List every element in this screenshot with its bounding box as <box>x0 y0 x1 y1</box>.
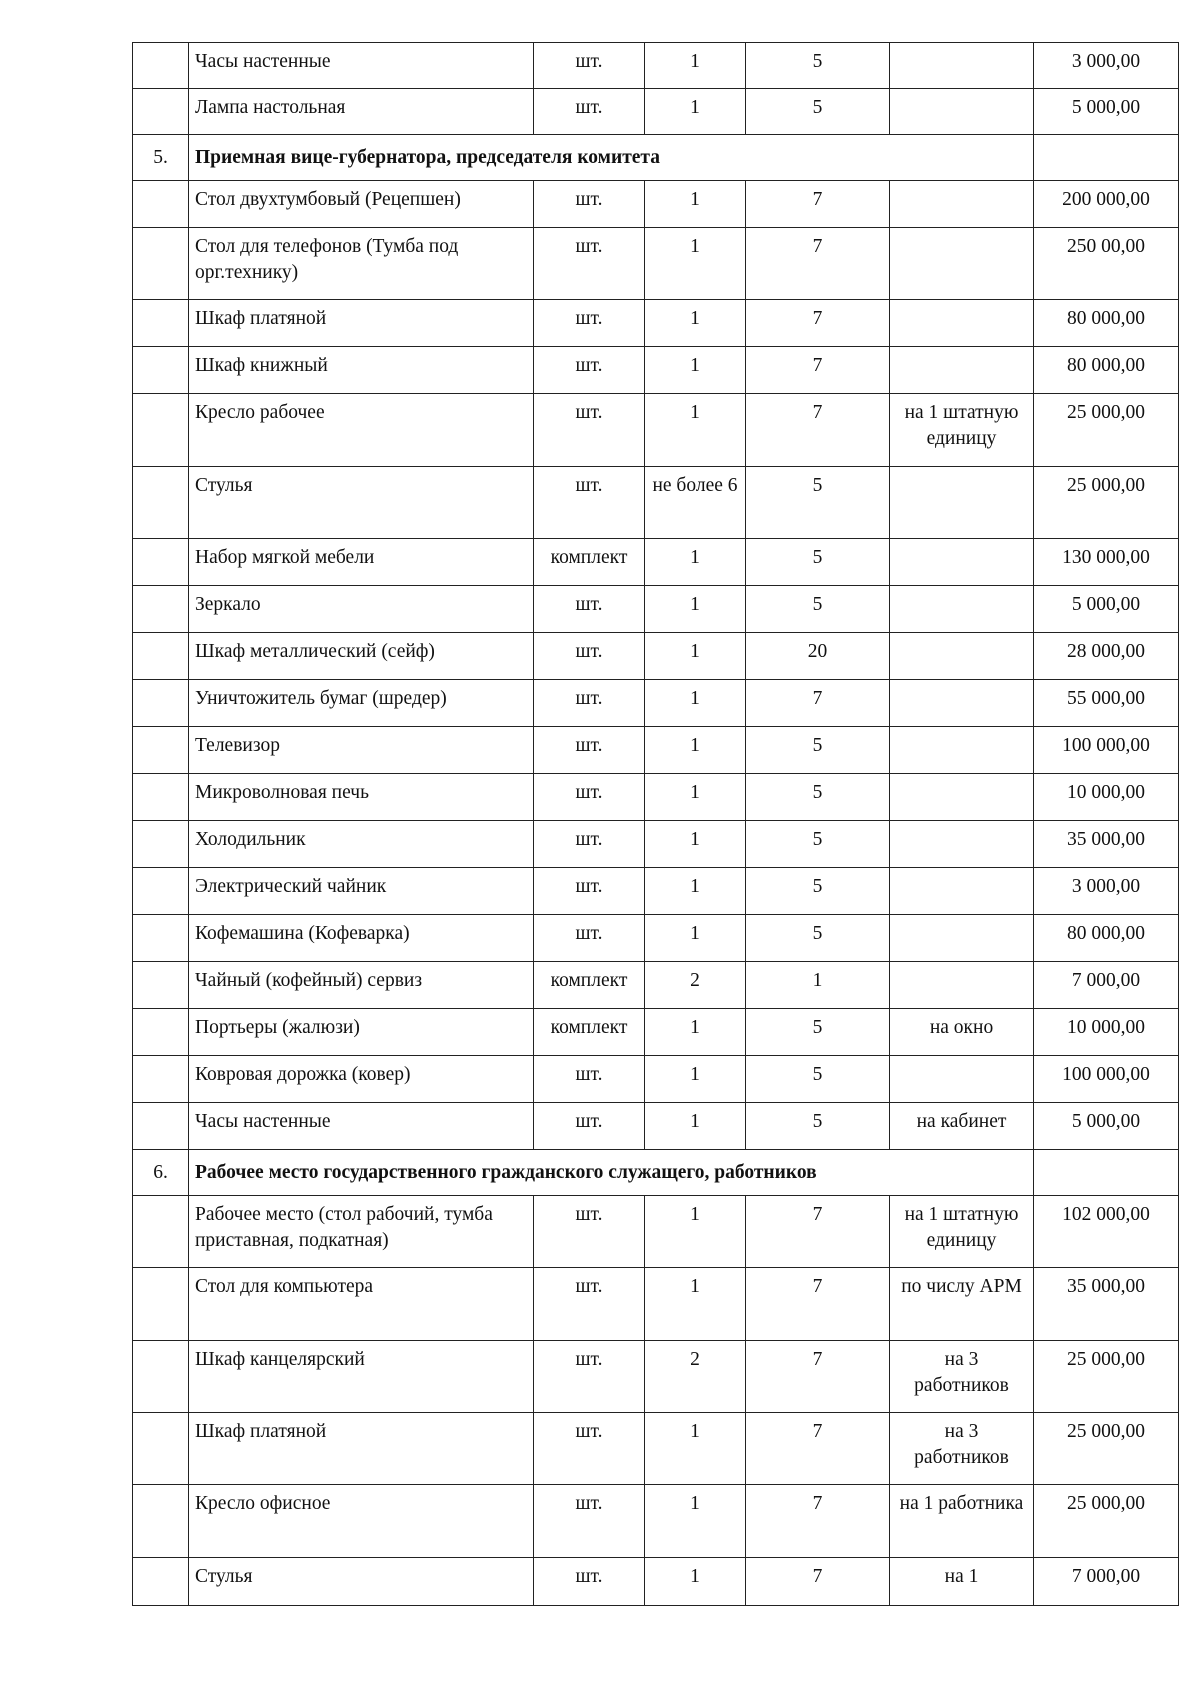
item-name-cell: Набор мягкой мебели <box>189 539 534 586</box>
row-number-cell <box>133 43 189 89</box>
note-cell: на 3 работников <box>890 1413 1034 1485</box>
service-life-cell: 7 <box>746 1413 890 1485</box>
quantity-cell: 1 <box>645 539 746 586</box>
item-name-cell: Шкаф платяной <box>189 300 534 347</box>
quantity-cell: 1 <box>645 680 746 727</box>
price-cell: 5 000,00 <box>1034 1103 1179 1150</box>
price-cell: 7 000,00 <box>1034 1558 1179 1606</box>
unit-cell: шт. <box>534 586 645 633</box>
service-life-cell: 5 <box>746 586 890 633</box>
service-life-cell: 5 <box>746 89 890 135</box>
row-number-cell <box>133 467 189 539</box>
row-number-cell <box>133 300 189 347</box>
unit-cell: шт. <box>534 1268 645 1341</box>
row-number-cell <box>133 1558 189 1606</box>
row-number-cell <box>133 1341 189 1413</box>
price-cell: 5 000,00 <box>1034 586 1179 633</box>
price-cell: 10 000,00 <box>1034 774 1179 821</box>
unit-cell: шт. <box>534 1558 645 1606</box>
price-cell: 5 000,00 <box>1034 89 1179 135</box>
quantity-cell: 1 <box>645 868 746 915</box>
table-row <box>133 89 1179 135</box>
unit-cell: шт. <box>534 915 645 962</box>
unit-cell: комплект <box>534 539 645 586</box>
row-number-cell <box>133 394 189 467</box>
unit-cell: шт. <box>534 347 645 394</box>
row-number-cell <box>133 868 189 915</box>
note-cell <box>890 586 1034 633</box>
quantity-cell: 1 <box>645 774 746 821</box>
note-cell <box>890 181 1034 228</box>
row-number-cell <box>133 1009 189 1056</box>
note-cell <box>890 868 1034 915</box>
note-cell <box>890 467 1034 539</box>
table-row <box>133 1196 1179 1268</box>
item-name-cell: Часы настенные <box>189 1103 534 1150</box>
table-row <box>133 394 1179 467</box>
section-header-row <box>133 135 1179 181</box>
quantity-cell: 1 <box>645 89 746 135</box>
table-row <box>133 1009 1179 1056</box>
row-number-cell <box>133 727 189 774</box>
row-number-cell <box>133 586 189 633</box>
quantity-cell: 1 <box>645 1196 746 1268</box>
service-life-cell: 5 <box>746 1009 890 1056</box>
service-life-cell: 20 <box>746 633 890 680</box>
service-life-cell: 5 <box>746 774 890 821</box>
item-name-cell: Кресло рабочее <box>189 394 534 467</box>
table-row <box>133 962 1179 1009</box>
row-number-cell <box>133 1196 189 1268</box>
unit-cell: шт. <box>534 467 645 539</box>
price-cell: 25 000,00 <box>1034 1485 1179 1558</box>
table-row <box>133 1268 1179 1341</box>
quantity-cell: 2 <box>645 962 746 1009</box>
item-name-cell: Шкаф книжный <box>189 347 534 394</box>
service-life-cell: 5 <box>746 43 890 89</box>
table-row <box>133 1056 1179 1103</box>
row-number-cell <box>133 774 189 821</box>
service-life-cell: 1 <box>746 962 890 1009</box>
row-number-cell <box>133 1268 189 1341</box>
price-cell: 130 000,00 <box>1034 539 1179 586</box>
service-life-cell: 7 <box>746 228 890 300</box>
item-name-cell: Ковровая дорожка (ковер) <box>189 1056 534 1103</box>
row-number-cell <box>133 1485 189 1558</box>
service-life-cell: 7 <box>746 1341 890 1413</box>
note-cell <box>890 821 1034 868</box>
item-name-cell: Чайный (кофейный) сервиз <box>189 962 534 1009</box>
price-cell: 35 000,00 <box>1034 821 1179 868</box>
price-cell: 100 000,00 <box>1034 1056 1179 1103</box>
item-name-cell: Портьеры (жалюзи) <box>189 1009 534 1056</box>
price-cell: 7 000,00 <box>1034 962 1179 1009</box>
quantity-cell: 1 <box>645 1103 746 1150</box>
quantity-cell: 1 <box>645 1009 746 1056</box>
table-row <box>133 586 1179 633</box>
table-row <box>133 1341 1179 1413</box>
quantity-cell: 1 <box>645 1413 746 1485</box>
quantity-cell: 1 <box>645 300 746 347</box>
section-title: Приемная вице-губернатора, председателя комитета <box>189 135 1034 181</box>
item-name-cell: Стулья <box>189 1558 534 1606</box>
table-row <box>133 539 1179 586</box>
item-name-cell: Стол двухтумбовый (Рецепшен) <box>189 181 534 228</box>
unit-cell: комплект <box>534 962 645 1009</box>
quantity-cell: 1 <box>645 1558 746 1606</box>
row-number-cell <box>133 962 189 1009</box>
section-number: 5. <box>133 135 189 181</box>
item-name-cell: Зеркало <box>189 586 534 633</box>
price-cell: 25 000,00 <box>1034 1413 1179 1485</box>
note-cell <box>890 228 1034 300</box>
table-row <box>133 1485 1179 1558</box>
quantity-cell: не более 6 <box>645 467 746 539</box>
note-cell: на кабинет <box>890 1103 1034 1150</box>
unit-cell: шт. <box>534 1413 645 1485</box>
unit-cell: шт. <box>534 868 645 915</box>
item-name-cell: Телевизор <box>189 727 534 774</box>
unit-cell: шт. <box>534 1341 645 1413</box>
item-name-cell: Рабочее место (стол рабочий, тумба приставная, подкатная) <box>189 1196 534 1268</box>
table-row <box>133 43 1179 89</box>
section-header-row <box>133 1150 1179 1196</box>
table-row <box>133 821 1179 868</box>
service-life-cell: 7 <box>746 347 890 394</box>
unit-cell: шт. <box>534 228 645 300</box>
service-life-cell: 7 <box>746 1196 890 1268</box>
price-cell: 55 000,00 <box>1034 680 1179 727</box>
section-title: Рабочее место государственного гражданского служащего, работников <box>189 1150 1034 1196</box>
table-row <box>133 633 1179 680</box>
item-name-cell: Стулья <box>189 467 534 539</box>
norms-table <box>132 42 1179 1606</box>
table-row <box>133 228 1179 300</box>
note-cell <box>890 539 1034 586</box>
note-cell <box>890 43 1034 89</box>
table-row <box>133 1558 1179 1606</box>
unit-cell: шт. <box>534 1485 645 1558</box>
row-number-cell <box>133 539 189 586</box>
quantity-cell: 1 <box>645 394 746 467</box>
service-life-cell: 5 <box>746 1056 890 1103</box>
item-name-cell: Стол для компьютера <box>189 1268 534 1341</box>
table-row <box>133 347 1179 394</box>
note-cell <box>890 915 1034 962</box>
item-name-cell: Шкаф платяной <box>189 1413 534 1485</box>
table-row <box>133 680 1179 727</box>
quantity-cell: 1 <box>645 228 746 300</box>
note-cell <box>890 300 1034 347</box>
unit-cell: шт. <box>534 1103 645 1150</box>
quantity-cell: 1 <box>645 1268 746 1341</box>
service-life-cell: 5 <box>746 1103 890 1150</box>
row-number-cell <box>133 347 189 394</box>
section-empty-cell <box>1034 1150 1179 1196</box>
unit-cell: шт. <box>534 1196 645 1268</box>
quantity-cell: 1 <box>645 43 746 89</box>
price-cell: 3 000,00 <box>1034 43 1179 89</box>
unit-cell: шт. <box>534 633 645 680</box>
unit-cell: шт. <box>534 89 645 135</box>
row-number-cell <box>133 181 189 228</box>
service-life-cell: 7 <box>746 1558 890 1606</box>
item-name-cell: Холодильник <box>189 821 534 868</box>
note-cell <box>890 1056 1034 1103</box>
unit-cell: шт. <box>534 181 645 228</box>
unit-cell: шт. <box>534 43 645 89</box>
row-number-cell <box>133 228 189 300</box>
quantity-cell: 1 <box>645 727 746 774</box>
price-cell: 28 000,00 <box>1034 633 1179 680</box>
quantity-cell: 1 <box>645 1056 746 1103</box>
note-cell <box>890 633 1034 680</box>
item-name-cell: Кофемашина (Кофеварка) <box>189 915 534 962</box>
price-cell: 3 000,00 <box>1034 868 1179 915</box>
unit-cell: шт. <box>534 680 645 727</box>
row-number-cell <box>133 89 189 135</box>
document-page <box>132 42 1178 1606</box>
service-life-cell: 7 <box>746 1268 890 1341</box>
note-cell: на 1 работника <box>890 1485 1034 1558</box>
note-cell: на 3 работников <box>890 1341 1034 1413</box>
note-cell: на 1 штатную единицу <box>890 394 1034 467</box>
table-row <box>133 1103 1179 1150</box>
service-life-cell: 7 <box>746 680 890 727</box>
service-life-cell: 5 <box>746 915 890 962</box>
quantity-cell: 1 <box>645 633 746 680</box>
item-name-cell: Часы настенные <box>189 43 534 89</box>
item-name-cell: Шкаф металлический (сейф) <box>189 633 534 680</box>
table-row <box>133 181 1179 228</box>
table-row <box>133 774 1179 821</box>
price-cell: 10 000,00 <box>1034 1009 1179 1056</box>
quantity-cell: 1 <box>645 347 746 394</box>
price-cell: 25 000,00 <box>1034 1341 1179 1413</box>
quantity-cell: 1 <box>645 1485 746 1558</box>
section-number: 6. <box>133 1150 189 1196</box>
note-cell <box>890 774 1034 821</box>
service-life-cell: 5 <box>746 727 890 774</box>
price-cell: 25 000,00 <box>1034 467 1179 539</box>
unit-cell: шт. <box>534 394 645 467</box>
price-cell: 35 000,00 <box>1034 1268 1179 1341</box>
price-cell: 80 000,00 <box>1034 915 1179 962</box>
quantity-cell: 1 <box>645 821 746 868</box>
service-life-cell: 5 <box>746 539 890 586</box>
item-name-cell: Уничтожитель бумаг (шредер) <box>189 680 534 727</box>
row-number-cell <box>133 821 189 868</box>
item-name-cell: Микроволновая печь <box>189 774 534 821</box>
item-name-cell: Лампа настольная <box>189 89 534 135</box>
unit-cell: шт. <box>534 821 645 868</box>
quantity-cell: 1 <box>645 586 746 633</box>
quantity-cell: 2 <box>645 1341 746 1413</box>
row-number-cell <box>133 1056 189 1103</box>
table-row <box>133 300 1179 347</box>
table-row <box>133 1413 1179 1485</box>
row-number-cell <box>133 1413 189 1485</box>
quantity-cell: 1 <box>645 181 746 228</box>
service-life-cell: 7 <box>746 300 890 347</box>
note-cell <box>890 680 1034 727</box>
note-cell: на 1 <box>890 1558 1034 1606</box>
price-cell: 25 000,00 <box>1034 394 1179 467</box>
note-cell <box>890 347 1034 394</box>
note-cell: на окно <box>890 1009 1034 1056</box>
table-row <box>133 467 1179 539</box>
unit-cell: шт. <box>534 1056 645 1103</box>
table-body <box>133 43 1179 1606</box>
row-number-cell <box>133 633 189 680</box>
service-life-cell: 7 <box>746 394 890 467</box>
unit-cell: шт. <box>534 300 645 347</box>
price-cell: 100 000,00 <box>1034 727 1179 774</box>
price-cell: 102 000,00 <box>1034 1196 1179 1268</box>
section-empty-cell <box>1034 135 1179 181</box>
row-number-cell <box>133 915 189 962</box>
service-life-cell: 7 <box>746 181 890 228</box>
note-cell <box>890 962 1034 1009</box>
item-name-cell: Стол для телефонов (Тумба под орг.технику) <box>189 228 534 300</box>
price-cell: 200 000,00 <box>1034 181 1179 228</box>
item-name-cell: Шкаф канцелярский <box>189 1341 534 1413</box>
unit-cell: шт. <box>534 727 645 774</box>
note-cell: по числу АРМ <box>890 1268 1034 1341</box>
note-cell <box>890 727 1034 774</box>
price-cell: 250 00,00 <box>1034 228 1179 300</box>
item-name-cell: Кресло офисное <box>189 1485 534 1558</box>
service-life-cell: 5 <box>746 821 890 868</box>
service-life-cell: 5 <box>746 868 890 915</box>
unit-cell: комплект <box>534 1009 645 1056</box>
note-cell: на 1 штатную единицу <box>890 1196 1034 1268</box>
service-life-cell: 7 <box>746 1485 890 1558</box>
unit-cell: шт. <box>534 774 645 821</box>
price-cell: 80 000,00 <box>1034 300 1179 347</box>
note-cell <box>890 89 1034 135</box>
quantity-cell: 1 <box>645 915 746 962</box>
item-name-cell: Электрический чайник <box>189 868 534 915</box>
table-row <box>133 727 1179 774</box>
table-row <box>133 868 1179 915</box>
row-number-cell <box>133 680 189 727</box>
price-cell: 80 000,00 <box>1034 347 1179 394</box>
table-row <box>133 915 1179 962</box>
row-number-cell <box>133 1103 189 1150</box>
service-life-cell: 5 <box>746 467 890 539</box>
